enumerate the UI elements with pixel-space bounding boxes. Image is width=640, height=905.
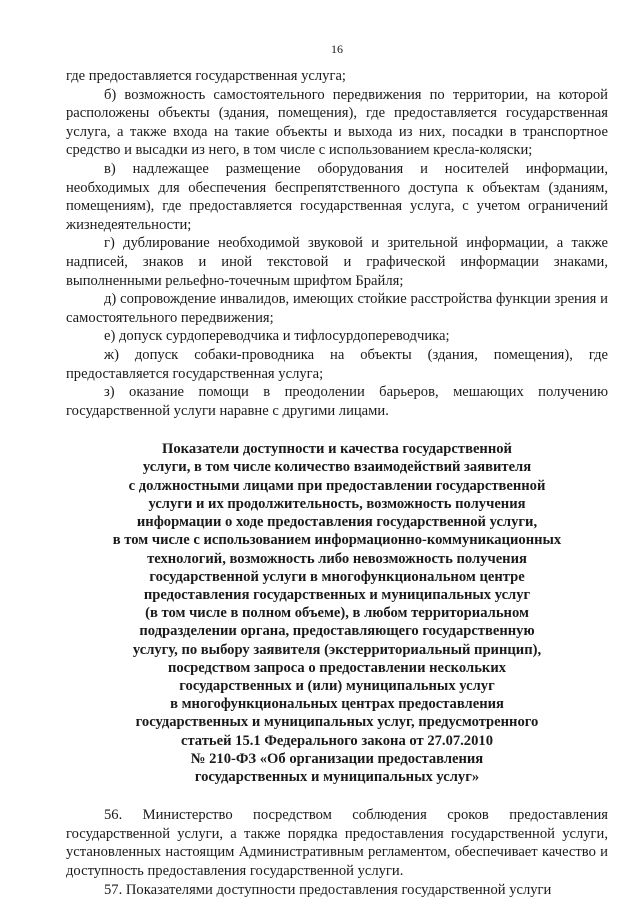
heading-line: государственных и (или) муниципальных услуг <box>179 677 495 694</box>
paragraph-item-b: б) возможность самостоятельного передвижения по территории, на которой расположены объекты (здания, помещения), где предоставляется государственная услуга, а также входа на такие объекты и выхода из них, посадки в транспортное средство и высадки из него, в том числе с использованием кресла-коляски; <box>66 86 608 159</box>
heading-line: технологий, возможность либо невозможность получения <box>147 550 527 567</box>
heading-line: № 210-ФЗ «Об организации предоставления <box>190 750 484 767</box>
section-heading <box>66 440 608 786</box>
paragraph-57: 57. Показателями доступности предоставления государственной услуги <box>104 881 552 898</box>
heading-line: государственных и муниципальных услуг, предусмотренного <box>135 714 539 731</box>
body-section <box>66 806 608 899</box>
heading-line: в многофункциональных центрах предоставления <box>170 696 504 713</box>
heading-line: с должностными лицами при предоставлении государственной <box>128 477 546 494</box>
page-number: 16 <box>331 42 343 56</box>
paragraph-item-e: е) допуск сурдопереводчика и тифлосурдопереводчика; <box>104 328 450 345</box>
heading-line: (в том числе в полном объеме), в любом территориальном <box>145 605 529 622</box>
heading-line: государственных и муниципальных услуг» <box>194 768 480 785</box>
heading-line: услуги, в том числе количество взаимодействий заявителя <box>142 459 532 476</box>
heading-line: Показатели доступности и качества государственной <box>162 441 512 458</box>
list-section <box>66 67 608 420</box>
heading-line: услугу, по выбору заявителя (экстерриториальный принцип), <box>132 641 542 658</box>
heading-line: государственной услуги в многофункциональном центре <box>149 568 525 585</box>
heading-line: статьей 15.1 Федерального закона от 27.07.2010 <box>180 732 493 749</box>
paragraph-item-z: з) оказание помощи в преодолении барьеров, мешающих получению государственной услуги наравне с другими лицами. <box>66 384 608 419</box>
paragraph-0: где предоставляется государственная услуга; <box>66 68 346 84</box>
paragraph-item-d: д) сопровождение инвалидов, имеющих стойкие расстройства функции зрения и самостоятельного передвижения; <box>66 291 608 326</box>
heading-line: посредством запроса о предоставлении нескольких <box>167 659 507 676</box>
heading-line: подразделении органа, предоставляющего государственную <box>139 623 535 640</box>
paragraph-item-zh: ж) допуск собаки-проводника на объекты (здания, помещения), где предоставляется государственная услуга; <box>66 346 608 382</box>
paragraph-item-g: г) дублирование необходимой звуковой и зрительной информации, а также надписей, знаков и иной текстовой и графической информации знаками, выполненными рельефно-точечным шрифтом Брайля; <box>66 235 608 289</box>
paragraph-item-v: в) надлежащее размещение оборудования и носителей информации, необходимых для обеспечения беспрепятственного доступа к объектам (зданиям, помещениям), где предоставляется государственная услуга, с учетом ограничений жизнедеятельности; <box>66 160 608 233</box>
heading-line: в том числе с использованием информационно-коммуникационных <box>112 532 562 549</box>
heading-line: информации о ходе предоставления государственной услуги, <box>136 514 538 531</box>
paragraph-56: 56. Министерство посредством соблюдения сроков предоставления государственной услуги, а также порядка предоставления государственной услуги, установленных настоящим Административным регламентом, обеспечивает качество и доступность предоставления государственной услуги. <box>66 807 608 879</box>
heading-line: услуги и их продолжительность, возможность получения <box>148 495 526 512</box>
heading-line: предоставления государственных и муниципальных услуг <box>143 586 531 603</box>
